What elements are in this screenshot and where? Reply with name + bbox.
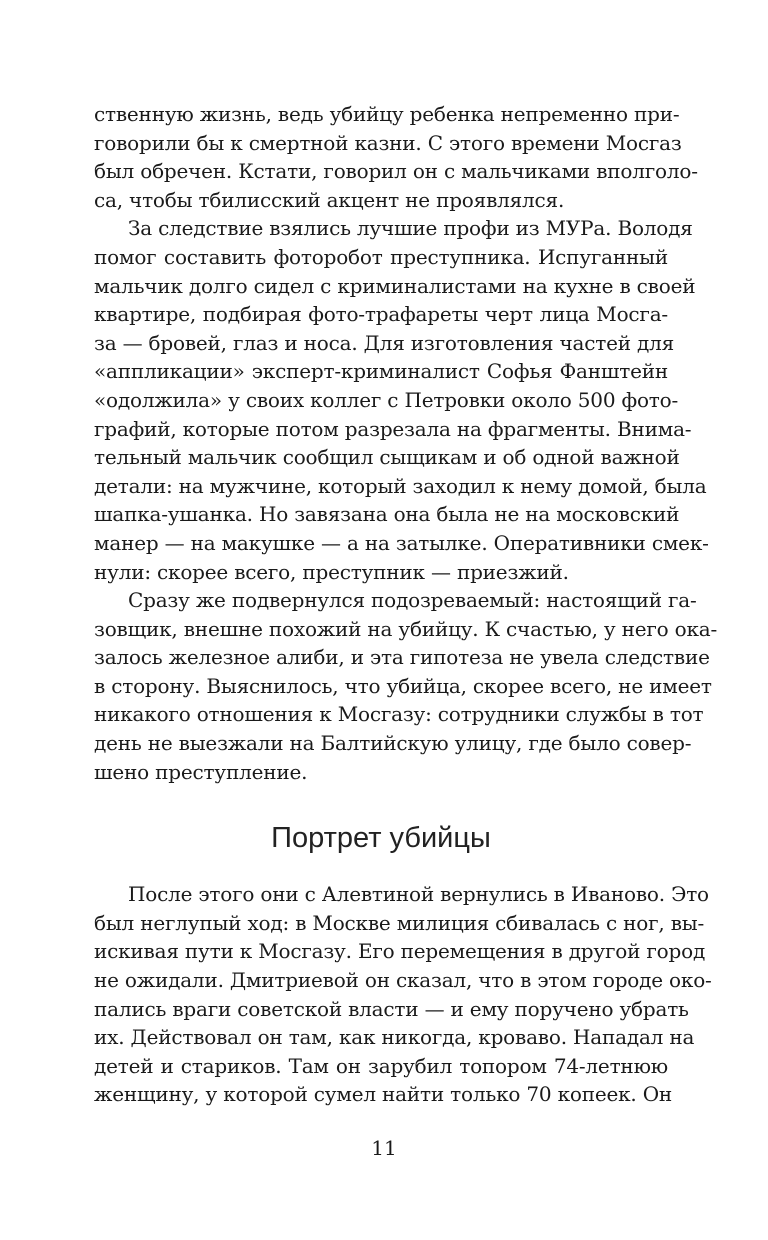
text-line: пались враги советской власти — и ему поручено убрать bbox=[94, 996, 689, 1021]
text-line: нули: скорее всего, преступник — приезжий. bbox=[94, 559, 569, 584]
text-line: шапка-ушанка. Но завязана она была не на московский bbox=[94, 502, 680, 527]
text-line: искивая пути к Мосгазу. Его перемещения в другой город bbox=[94, 939, 706, 964]
paragraph bbox=[94, 586, 718, 786]
text-line: тельный мальчик сообщил сыщикам и об одной важной bbox=[94, 445, 680, 470]
text-line: в сторону. Выяснилось, что убийца, скорее всего, не имеет bbox=[94, 673, 712, 698]
paragraph bbox=[94, 214, 709, 586]
text-line: их. Действовал он там, как никогда, кроваво. Нападал на bbox=[94, 1025, 695, 1050]
text-line: графий, которые потом разрезала на фрагменты. Внима- bbox=[94, 416, 692, 441]
text-line: «аппликации» эксперт-криминалист Софья Фанштейн bbox=[94, 359, 668, 384]
text-line: был обречен. Кстати, говорил он с мальчиками вполголо- bbox=[94, 159, 698, 184]
text-line: «одолжила» у своих коллег с Петровки около 500 фото- bbox=[94, 387, 679, 412]
text-line: говорили бы к смертной казни. С этого времени Мосгаз bbox=[94, 130, 682, 155]
text-line: помог составить фоторобот преступника. Испуганный bbox=[94, 244, 668, 269]
text-line: После этого они с Алевтиной вернулись в Иваново. Это bbox=[128, 882, 709, 907]
text-line: За следствие взялись лучшие профи из МУРа. Володя bbox=[128, 216, 693, 241]
text-line: детали: на мужчине, который заходил к нему домой, была bbox=[94, 473, 707, 498]
text-line: женщину, у которой сумел найти только 70 копеек. Он bbox=[94, 1082, 673, 1107]
text-line: квартире, подбирая фото-трафареты черт лица Мосга- bbox=[94, 302, 668, 327]
text-line: не ожидали. Дмитриевой он сказал, что в этом городе око- bbox=[94, 968, 712, 993]
text-line: залось железное алиби, и эта гипотеза не увела следствие bbox=[94, 645, 710, 670]
text-line: шено преступление. bbox=[94, 759, 308, 784]
text-line: никакого отношения к Мосгазу: сотрудники службы в тот bbox=[94, 702, 704, 727]
text-line: детей и стариков. Там он зарубил топором 74-летнюю bbox=[94, 1053, 668, 1078]
page-body bbox=[94, 100, 718, 1109]
text-line: манер — на макушке — а на затылке. Оперативники смек- bbox=[94, 530, 709, 555]
text-line: Сразу же подвернулся подозреваемый: настоящий га- bbox=[128, 588, 697, 613]
text-line: был неглупый ход: в Москве милиция сбивалась с ног, вы- bbox=[94, 910, 705, 935]
text-line: мальчик долго сидел с криминалистами на кухне в своей bbox=[94, 273, 696, 298]
section-heading: Портрет убийцы bbox=[271, 822, 491, 855]
paragraph bbox=[94, 880, 712, 1109]
paragraph bbox=[94, 100, 698, 214]
text-line: ственную жизнь, ведь убийцу ребенка непременно при- bbox=[94, 102, 680, 126]
text-line: зовщик, внешне похожий на убийцу. К счастью, у него ока- bbox=[94, 616, 718, 641]
text-line: са, чтобы тбилисский акцент не проявлялся. bbox=[94, 187, 565, 212]
text-line: день не выезжали на Балтийскую улицу, где было совер- bbox=[94, 731, 692, 756]
text-line: за — бровей, глаз и носа. Для изготовления частей для bbox=[94, 330, 675, 355]
page-number: 11 bbox=[371, 1136, 397, 1160]
